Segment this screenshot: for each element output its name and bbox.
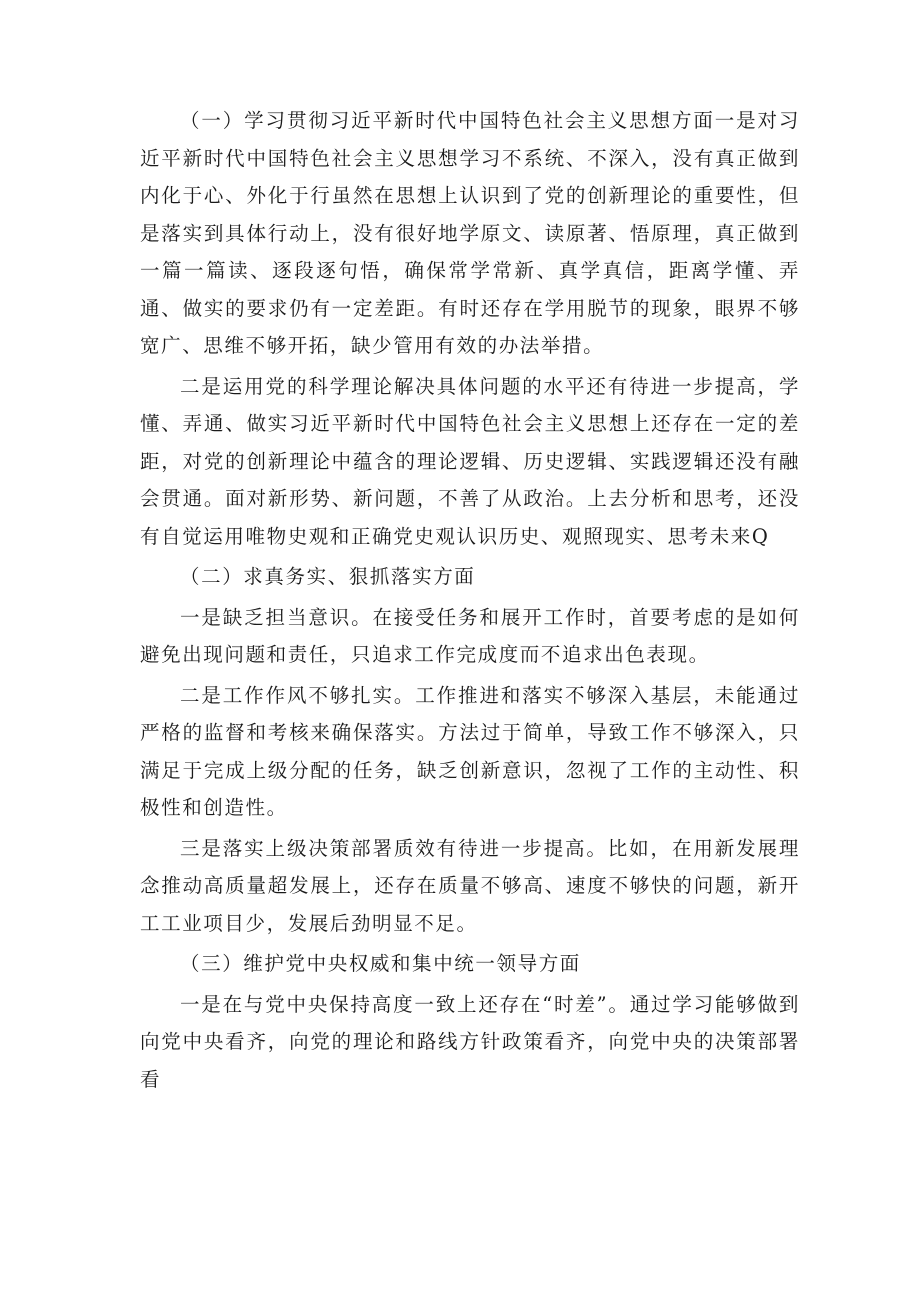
paragraph-point-2: 二是运用党的科学理论解决具体问题的水平还有待进一步提高，学懂、弄通、做实习近平新时代中国特色社会主义思想上还存在一定的差距，对党的创新理论中蕴含的理论逻辑、历史逻辑、实践逻辑还没有融会贯通。面对新形势、新问题，不善了从政治。上去分析和思考，还没有自觉运用唯物史观和正确党史观认识历史、观照现实、思考未来Q	[140, 374, 800, 548]
document-body	[140, 102, 800, 1101]
paragraph-section-2-point-2: 二是工作作风不够扎实。工作推进和落实不够深入基层，未能通过严格的监督和考核来确保落实。方法过于简单，导致工作不够深入，只满足于完成上级分配的任务，缺乏创新意识，忽视了工作的主动性、积极性和创造性。	[140, 683, 800, 819]
paragraph-section-1-intro: （一）学习贯彻习近平新时代中国特色社会主义思想方面一是对习近平新时代中国特色社会主义思想学习不系统、不深入，没有真正做到内化于心、外化于行虽然在思想上认识到了党的创新理论的重要性，但是落实到具体行动上，没有很好地学原文、读原著、悟原理，真正做到一篇一篇读、逐段逐句悟，确保常学常新、真学真信，距离学懂、弄通、做实的要求仍有一定差距。有时还存在学用脱节的现象，眼界不够宽广、思维不够开拓，缺少管用有效的办法举措。	[140, 109, 800, 357]
paragraph-section-2-point-3: 三是落实上级决策部署质效有待进一步提高。比如，在用新发展理念推动高质量超发展上，还存在质量不够高、速度不够快的问题，新开工工业项目少，发展后劲明显不足。	[140, 836, 800, 935]
paragraph-section-3-point-1: 一是在与党中央保持高度一致上还存在“时差”。通过学习能够做到向党中央看齐，向党的理论和路线方针政策看齐，向党中央的决策部署看	[140, 992, 800, 1091]
heading-section-3: （三）维护党中央权威和集中统一领导方面	[180, 952, 581, 975]
paragraph-section-2-point-1: 一是缺乏担当意识。在接受任务和展开工作时，首要考虑的是如何避免出现问题和责任，只追求工作完成度而不追求出色表现。	[140, 605, 800, 666]
heading-section-2: （二）求真务实、狠抓落实方面	[180, 565, 476, 588]
